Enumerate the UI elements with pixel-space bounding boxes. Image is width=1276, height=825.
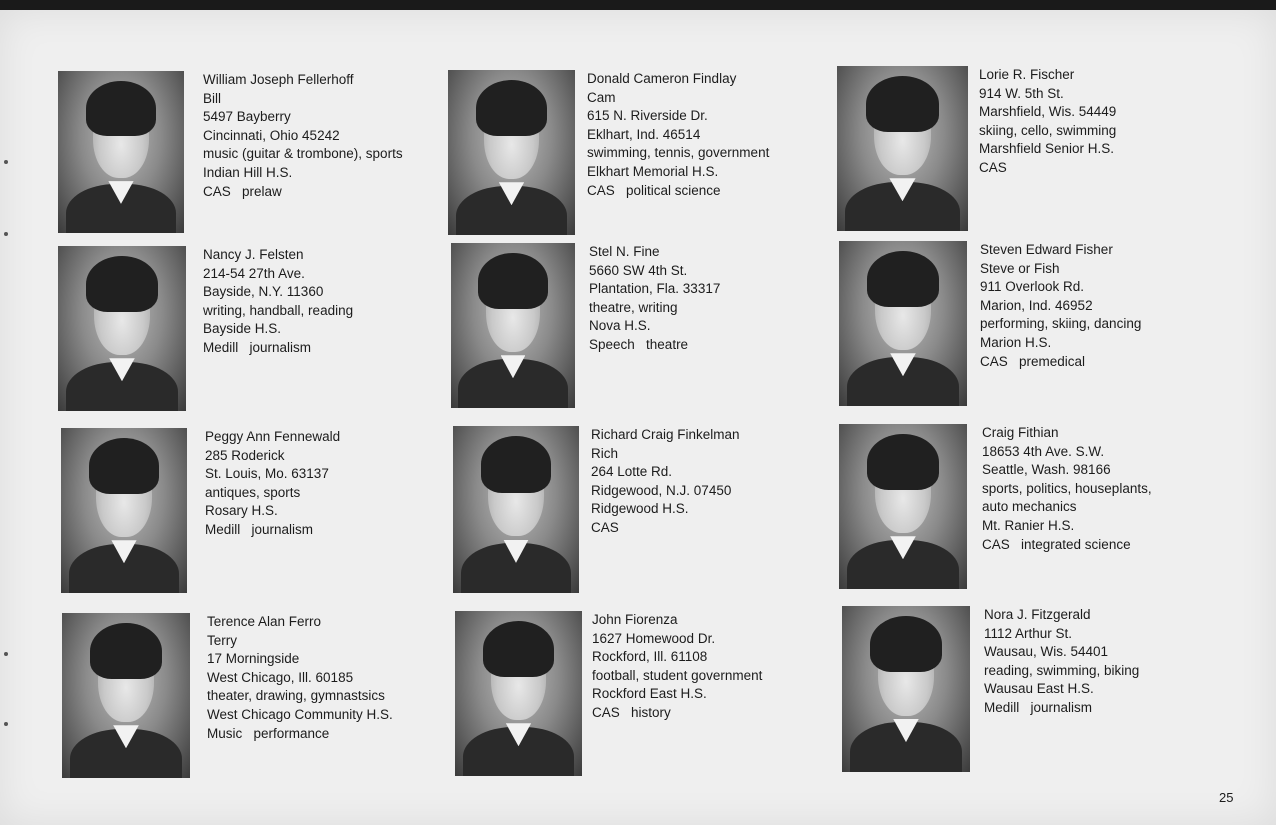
student-detail: Plantation, Fla. 33317 bbox=[589, 281, 721, 297]
student-detail: Bayside, N.Y. 11360 bbox=[203, 284, 324, 300]
student-detail: Cincinnati, Ohio 45242 bbox=[203, 127, 340, 143]
student-portrait bbox=[837, 66, 968, 231]
student-detail: music (guitar & trombone), sports bbox=[203, 146, 403, 162]
student-detail: Ridgewood H.S. bbox=[591, 501, 689, 517]
student-detail: performing, skiing, dancing bbox=[980, 316, 1142, 332]
binding-mark bbox=[4, 160, 8, 164]
binding-mark bbox=[4, 722, 8, 726]
student-detail: Bayside H.S. bbox=[203, 321, 282, 337]
student-name: Nancy J. Felsten bbox=[203, 247, 304, 262]
student-portrait bbox=[839, 424, 967, 589]
student-name: Nora J. Fitzgerald bbox=[984, 607, 1091, 622]
student-detail: CAS history bbox=[592, 704, 671, 720]
student-info bbox=[587, 70, 769, 200]
student-detail: 264 Lotte Rd. bbox=[591, 464, 673, 480]
student-detail: CAS integrated science bbox=[982, 536, 1131, 552]
student-detail: Bill bbox=[203, 90, 222, 106]
student-name: John Fiorenza bbox=[592, 612, 678, 627]
binding-mark bbox=[4, 232, 8, 236]
student-detail: 214-54 27th Ave. bbox=[203, 265, 305, 281]
student-detail: Wausau East H.S. bbox=[984, 681, 1094, 697]
student-portrait bbox=[61, 428, 187, 593]
student-info bbox=[982, 424, 1152, 554]
student-detail: West Chicago Community H.S. bbox=[207, 706, 393, 722]
student-detail: Ridgewood, N.J. 07450 bbox=[591, 482, 732, 498]
student-detail: theatre, writing bbox=[589, 299, 678, 315]
student-detail: Marshfield Senior H.S. bbox=[979, 141, 1115, 157]
binding-mark bbox=[4, 652, 8, 656]
student-name: Richard Craig Finkelman bbox=[591, 427, 740, 442]
student-portrait bbox=[842, 606, 970, 772]
student-detail: antiques, sports bbox=[205, 484, 301, 500]
student-detail: Nova H.S. bbox=[589, 318, 651, 334]
student-detail: 285 Roderick bbox=[205, 447, 285, 463]
student-portrait bbox=[453, 426, 579, 593]
student-detail: writing, handball, reading bbox=[203, 302, 354, 318]
student-detail: theater, drawing, gymnastsics bbox=[207, 688, 385, 704]
student-detail: Steve or Fish bbox=[980, 260, 1060, 276]
student-info bbox=[207, 613, 393, 743]
student-detail: skiing, cello, swimming bbox=[979, 122, 1117, 138]
student-detail: Medill journalism bbox=[984, 699, 1093, 715]
student-info bbox=[591, 426, 740, 538]
page-number: 25 bbox=[1219, 790, 1234, 805]
student-info bbox=[205, 428, 340, 540]
student-info bbox=[203, 246, 353, 358]
student-detail: football, student government bbox=[592, 667, 763, 683]
student-detail: Rosary H.S. bbox=[205, 503, 278, 519]
student-detail: CAS political science bbox=[587, 182, 721, 198]
student-detail: Marshfield, Wis. 54449 bbox=[979, 104, 1117, 120]
student-info bbox=[592, 611, 762, 723]
student-portrait bbox=[58, 71, 184, 233]
student-detail: 18653 4th Ave. S.W. bbox=[982, 443, 1105, 459]
student-detail: Elkhart Memorial H.S. bbox=[587, 163, 719, 179]
student-detail: Wausau, Wis. 54401 bbox=[984, 644, 1109, 660]
student-detail: Indian Hill H.S. bbox=[203, 164, 293, 180]
student-detail: swimming, tennis, government bbox=[587, 145, 770, 161]
student-detail: auto mechanics bbox=[982, 499, 1077, 515]
student-detail: Terry bbox=[207, 632, 237, 648]
student-detail: CAS premedical bbox=[980, 353, 1086, 369]
student-name: Peggy Ann Fennewald bbox=[205, 429, 341, 444]
student-detail: 615 N. Riverside Dr. bbox=[587, 108, 708, 124]
student-name: Donald Cameron Findlay bbox=[587, 71, 737, 86]
student-detail: Rich bbox=[591, 445, 619, 461]
student-detail: reading, swimming, biking bbox=[984, 662, 1140, 678]
student-name: Craig Fithian bbox=[982, 425, 1059, 440]
student-detail: Seattle, Wash. 98166 bbox=[982, 462, 1111, 478]
student-detail: Eklhart, Ind. 46514 bbox=[587, 126, 701, 142]
student-detail: Music performance bbox=[207, 725, 330, 741]
student-name: Stel N. Fine bbox=[589, 244, 660, 259]
student-portrait bbox=[448, 70, 575, 235]
student-detail: 5660 SW 4th St. bbox=[589, 262, 688, 278]
student-detail: sports, politics, houseplants, bbox=[982, 480, 1152, 496]
yearbook-page bbox=[0, 10, 1276, 825]
student-name: Steven Edward Fisher bbox=[980, 242, 1113, 257]
student-detail: CAS prelaw bbox=[203, 183, 282, 199]
student-detail: Medill journalism bbox=[205, 521, 314, 537]
student-detail: 1112 Arthur St. bbox=[984, 625, 1073, 641]
student-name: Terence Alan Ferro bbox=[207, 614, 322, 629]
student-info bbox=[984, 606, 1139, 718]
student-detail: West Chicago, Ill. 60185 bbox=[207, 669, 354, 685]
student-info bbox=[589, 243, 720, 355]
student-detail: 911 Overlook Rd. bbox=[980, 279, 1085, 295]
student-info bbox=[203, 71, 403, 201]
student-portrait bbox=[58, 246, 186, 411]
student-detail: 914 W. 5th St. bbox=[979, 85, 1064, 101]
student-info bbox=[979, 66, 1116, 178]
student-detail: St. Louis, Mo. 63137 bbox=[205, 466, 329, 482]
student-detail: Marion, Ind. 46952 bbox=[980, 297, 1093, 313]
student-name: Lorie R. Fischer bbox=[979, 67, 1075, 82]
student-detail: 1627 Homewood Dr. bbox=[592, 630, 716, 646]
student-detail: 17 Morningside bbox=[207, 651, 300, 667]
student-detail: Rockford East H.S. bbox=[592, 686, 707, 702]
student-detail: Rockford, Ill. 61108 bbox=[592, 649, 708, 665]
student-detail: 5497 Bayberry bbox=[203, 109, 291, 125]
student-portrait bbox=[62, 613, 190, 778]
student-detail: Cam bbox=[587, 89, 616, 105]
student-detail: CAS bbox=[979, 159, 1007, 175]
student-info bbox=[980, 241, 1141, 371]
student-portrait bbox=[455, 611, 582, 776]
student-detail: CAS bbox=[591, 519, 619, 535]
student-portrait bbox=[451, 243, 575, 408]
student-detail: Mt. Ranier H.S. bbox=[982, 517, 1075, 533]
student-portrait bbox=[839, 241, 967, 406]
student-name: William Joseph Fellerhoff bbox=[203, 72, 354, 87]
student-detail: Marion H.S. bbox=[980, 334, 1052, 350]
student-detail: Speech theatre bbox=[589, 336, 689, 352]
student-detail: Medill journalism bbox=[203, 339, 312, 355]
